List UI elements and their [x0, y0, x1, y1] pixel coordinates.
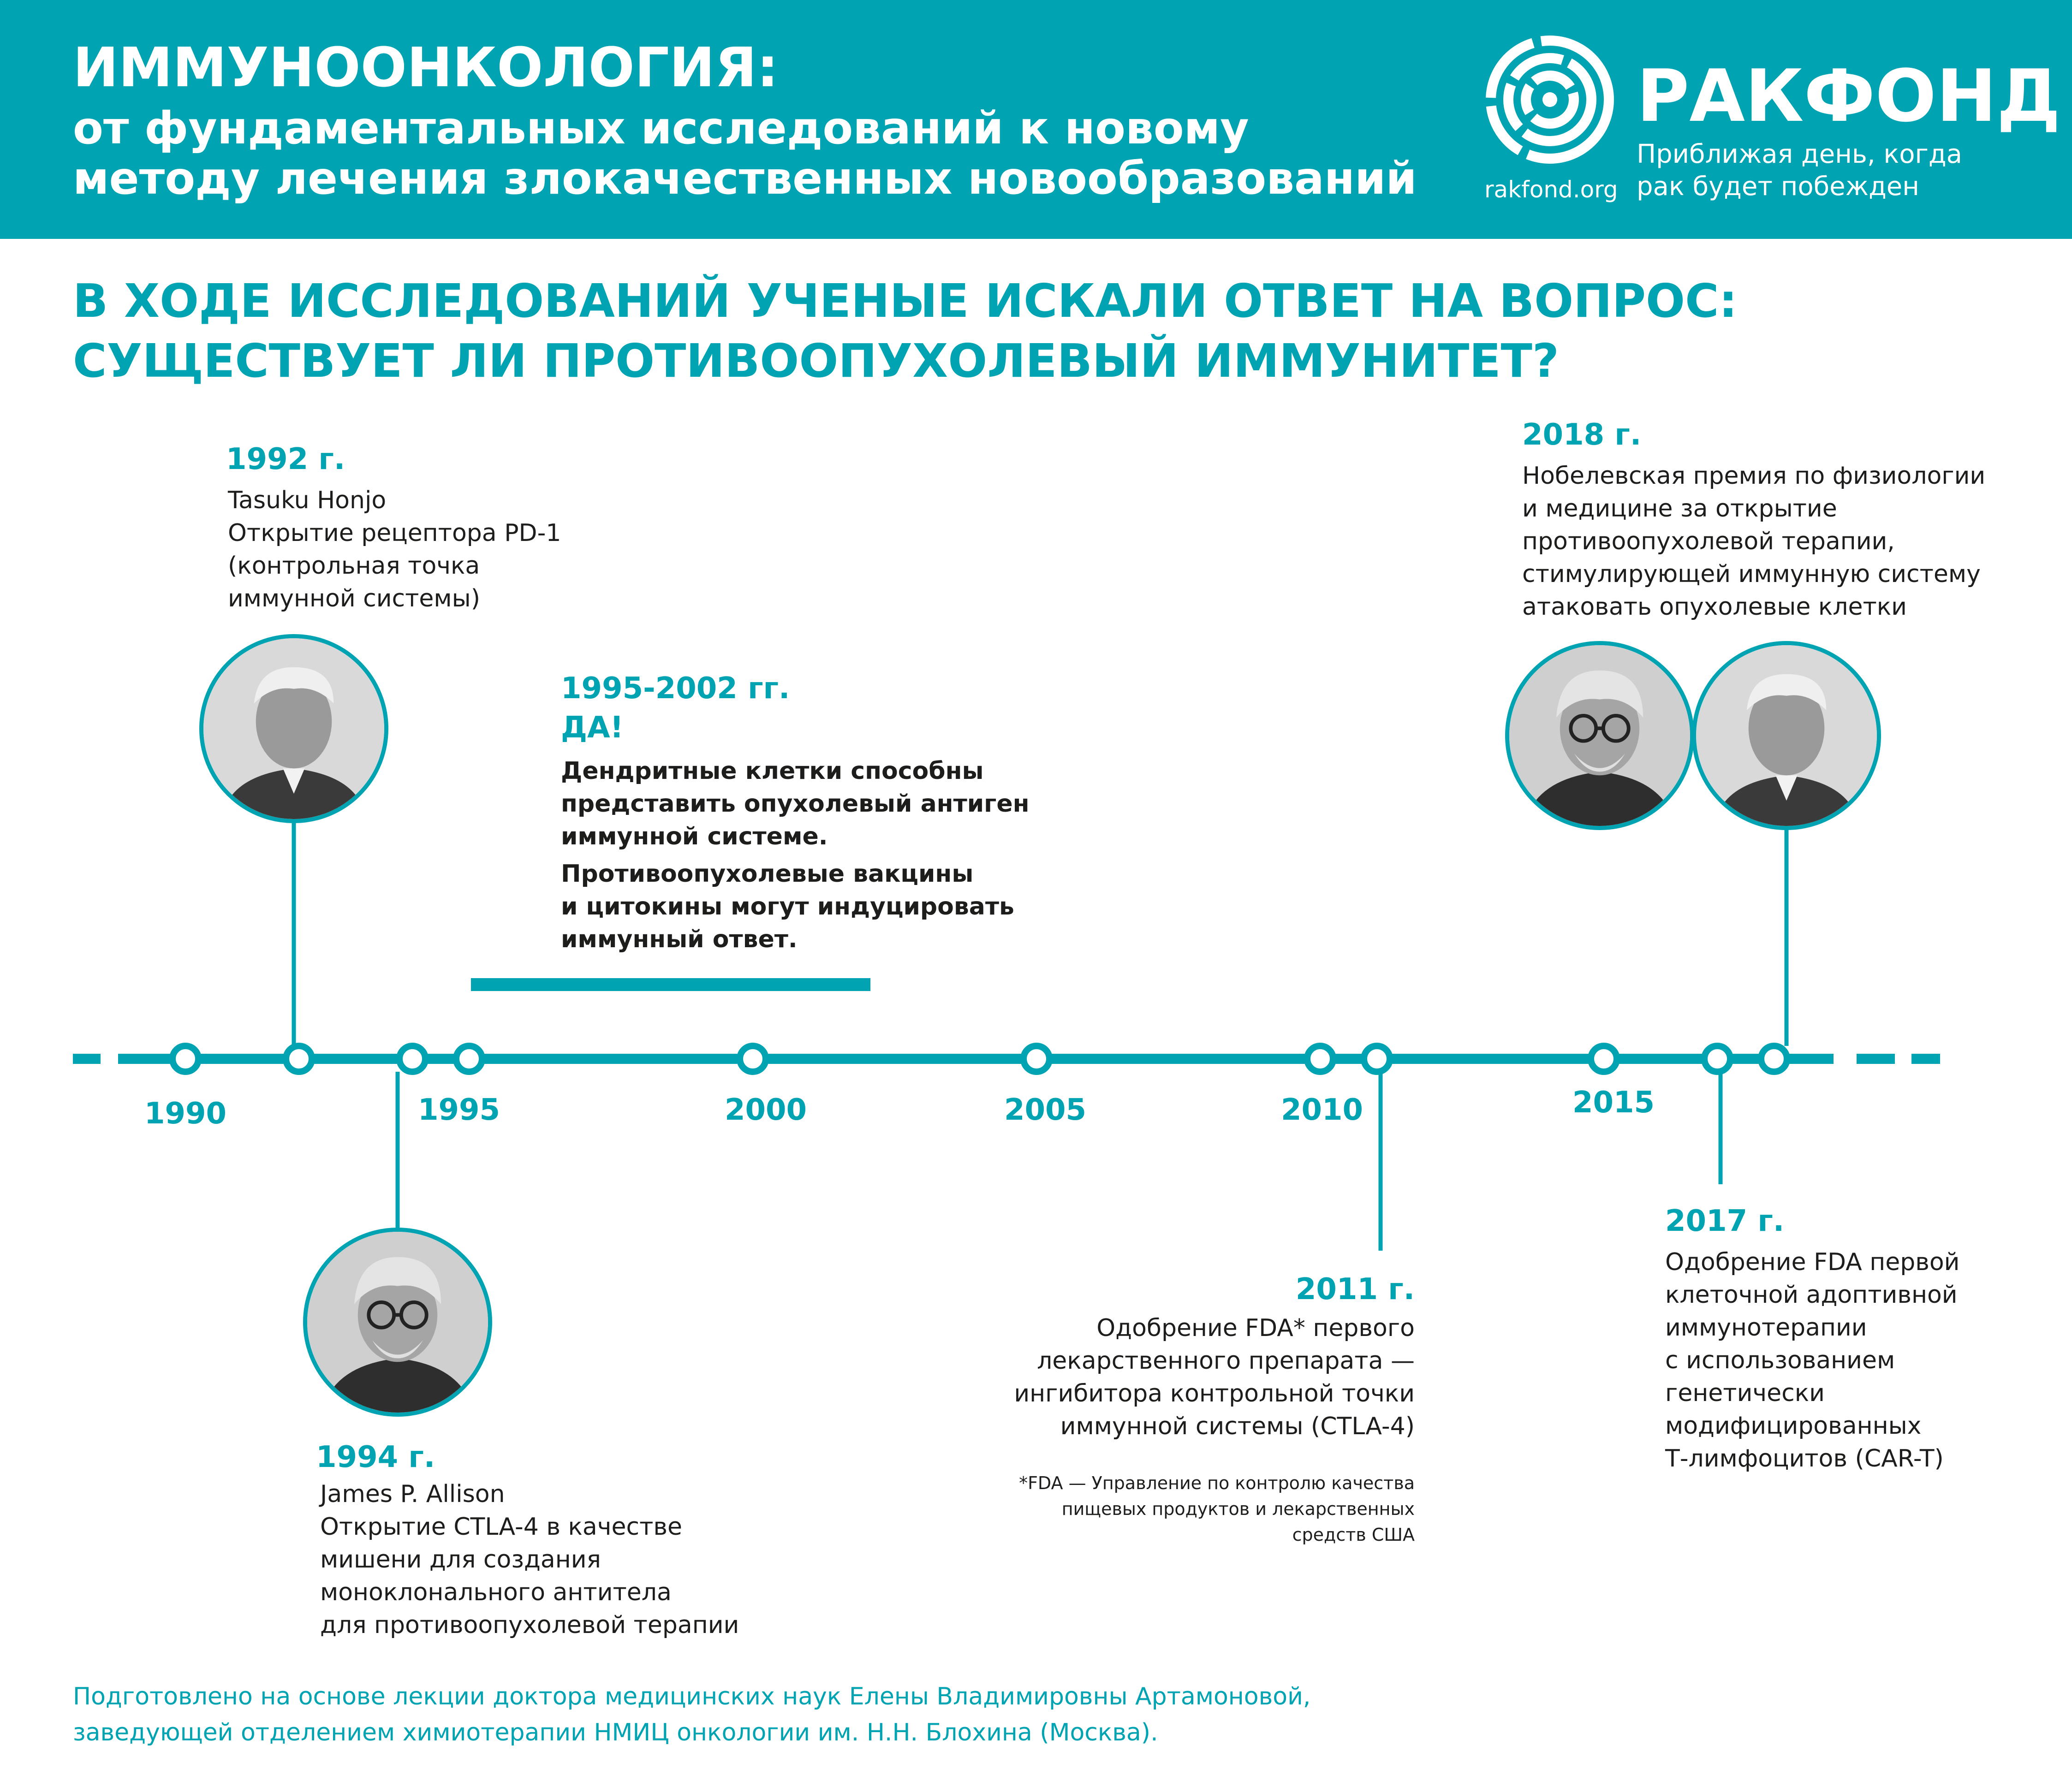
event-1995-answer: ДА!: [561, 711, 624, 745]
fda-footnote: [1019, 1470, 1415, 1548]
event-line: модифицированных: [1665, 1412, 1922, 1440]
timeline-marker-2018: [1761, 1046, 1787, 1072]
footnote-line: средств США: [1292, 1525, 1415, 1545]
event-1992-year: 1992 г.: [226, 442, 345, 476]
timeline-marker-2011: [1364, 1046, 1390, 1072]
event-1992-text: [228, 484, 561, 615]
event-line: иммунной системы): [228, 585, 480, 612]
event-line: с использованием: [1665, 1347, 1895, 1374]
timeline-marker-1994: [399, 1046, 425, 1072]
event-2017-year: 2017 г.: [1665, 1204, 1785, 1238]
tagline-line: рак будет побежден: [1637, 172, 1919, 202]
footnote-line: *FDA — Управление по контролю качества: [1019, 1473, 1415, 1493]
event-2017-text: [1665, 1246, 1959, 1475]
subtitle-line: от фундаментальных исследований к новому: [73, 102, 1249, 154]
event-line: ингибитора контрольной точки: [1014, 1380, 1415, 1407]
event-line: Открытие рецептора PD-1: [228, 519, 561, 547]
event-1995-para2: [561, 858, 1014, 956]
event-line: клеточной адоптивной: [1665, 1281, 1958, 1309]
footer-credit: [73, 1679, 1310, 1751]
brand-name: РАКФОНД: [1637, 54, 2061, 138]
event-line: иммунотерапии: [1665, 1314, 1867, 1342]
subtitle-line: методу лечения злокачественных новообразований: [73, 153, 1417, 205]
event-line: Открытие CTLA-4 в качестве: [320, 1513, 683, 1541]
footer-line: Подготовлено на основе лекции доктора медицинских наук Елены Владимировны Артамоновой,: [73, 1683, 1311, 1710]
event-line: генетически: [1665, 1379, 1825, 1407]
event-line: иммунной системе.: [561, 823, 828, 850]
photo-honjo: [199, 634, 388, 823]
axis-label-2015: 2015: [1572, 1086, 1655, 1120]
event-line: (контрольная точка: [228, 552, 480, 580]
page-title: ИММУНООНКОЛОГИЯ:: [73, 36, 779, 99]
brand-url[interactable]: rakfond.org: [1484, 176, 1618, 203]
timeline-marker-1992: [286, 1046, 312, 1072]
event-line: мишени для создания: [320, 1546, 601, 1573]
event-2018-year: 2018 г.: [1522, 418, 1642, 452]
event-line: и цитокины могут индуцировать: [561, 893, 1014, 920]
timeline-marker-2015: [1591, 1046, 1617, 1072]
event-1995-para1: [561, 755, 1030, 853]
event-line: Дендритные клетки способны: [561, 757, 984, 785]
event-line: Нобелевская премия по физиологии: [1522, 462, 1986, 490]
photo-honjo-2018: [1692, 641, 1881, 830]
event-2011-text: [1014, 1312, 1415, 1443]
timeline-marker-2010: [1307, 1046, 1333, 1072]
event-line: иммунной системы (CTLA-4): [1060, 1413, 1415, 1440]
photo-allison: [303, 1228, 492, 1417]
tagline-line: Приближая день, когда: [1637, 139, 1962, 169]
event-line: Т-лимфоцитов (CAR-T): [1665, 1445, 1944, 1472]
axis-label-2000: 2000: [724, 1093, 807, 1127]
axis-label-2010: 2010: [1280, 1093, 1363, 1127]
event-1994-text: [320, 1478, 739, 1642]
question-line: СУЩЕСТВУЕТ ЛИ ПРОТИВООПУХОЛЕВЫЙ ИММУНИТЕТ?: [73, 334, 1559, 388]
axis-label-2005: 2005: [1004, 1093, 1087, 1127]
timeline-marker-2000: [740, 1046, 766, 1072]
question-line: В ХОДЕ ИССЛЕДОВАНИЙ УЧЕНЫЕ ИСКАЛИ ОТВЕТ НА ВОПРОС:: [73, 274, 1738, 328]
footer-line: заведующей отделением химиотерапии НМИЦ онкологии им. Н.Н. Блохина (Москва).: [73, 1719, 1158, 1746]
event-line: Одобрение FDA* первого: [1096, 1314, 1415, 1342]
footnote-line: пищевых продуктов и лекарственных: [1061, 1499, 1415, 1519]
event-line: моноклонального антитела: [320, 1579, 672, 1606]
event-line: противоопухолевой терапии,: [1522, 528, 1895, 555]
event-2011-year: 2011 г.: [1295, 1272, 1415, 1306]
event-1995-year: 1995-2002 гг.: [561, 671, 790, 706]
timeline-marker-1990: [173, 1046, 198, 1072]
event-line: и медицине за открытие: [1522, 495, 1837, 522]
event-line: иммунный ответ.: [561, 926, 798, 953]
photo-allison-2018: [1505, 641, 1694, 830]
event-line: Одобрение FDA первой: [1665, 1248, 1960, 1276]
event-line: стимулирующей иммунную систему: [1522, 560, 1981, 588]
event-1994-year: 1994 г.: [316, 1440, 435, 1474]
event-line: представить опухолевый антиген: [561, 790, 1030, 818]
range-bar-1995-2002: [471, 978, 870, 991]
event-line: атаковать опухолевые клетки: [1522, 593, 1907, 621]
event-line: для противоопухолевой терапии: [320, 1611, 739, 1639]
timeline-marker-2017: [1704, 1046, 1730, 1072]
timeline-marker-1995: [456, 1046, 482, 1072]
event-line: лекарственного препарата —: [1037, 1347, 1415, 1375]
event-line: Tasuku Honjo: [228, 487, 387, 514]
event-line: Противоопухолевые вакцины: [561, 860, 974, 888]
event-2018-text: [1522, 460, 1985, 623]
timeline-marker-2005: [1024, 1046, 1049, 1072]
axis-label-1995: 1995: [417, 1093, 500, 1127]
axis-label-1990: 1990: [144, 1097, 227, 1131]
event-line: James P. Allison: [320, 1480, 505, 1508]
